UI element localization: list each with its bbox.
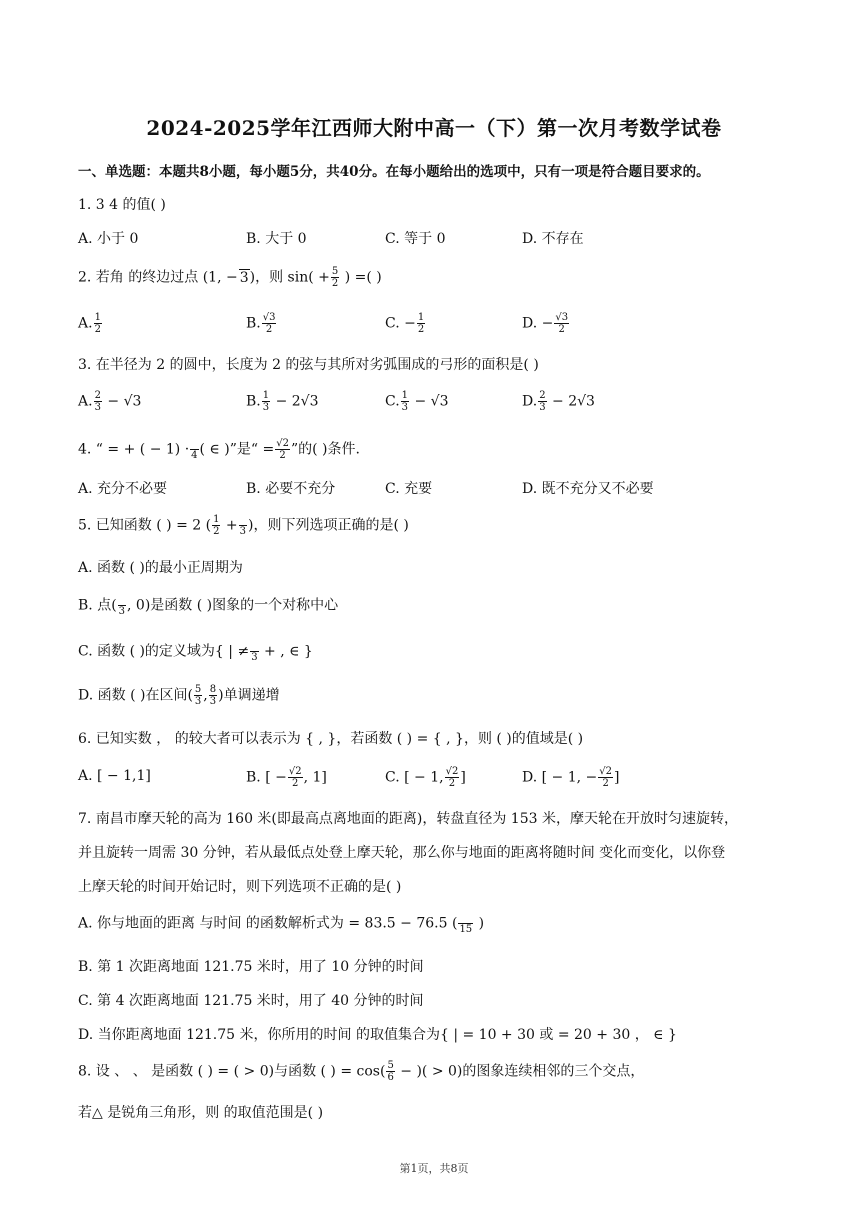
- page-footer: 第1页，共8页: [399, 1162, 469, 1175]
- q4-option-c: C. 充要: [385, 481, 433, 497]
- section-heading: 一、单选题：本题共8小题，每小题5分，共40分。在每小题给出的选项中，只有一项是符合题目要求的。: [78, 164, 710, 180]
- q7-option-b: B. 第 1 次距离地面 121.75 米时，用了 10 分钟的时间: [78, 959, 424, 975]
- q5-option-c: C. 函数 ( )的定义域为{ | ≠ 3 + , ∈ }: [78, 640, 313, 663]
- q1-stem: 1. 3 4 的值( ): [78, 197, 166, 213]
- q2-option-d: D. − $\frac{√3}{2}$: [522, 312, 569, 335]
- q2-stem: [78, 266, 382, 289]
- q2-option-c: C. − $\frac{1}{2}$: [385, 312, 425, 335]
- q3-option-a: A. $\frac{2}{3}$ − √3: [78, 390, 142, 413]
- q5-option-b: B. 点( 3 , 0)是函数 ( )图象的一个对称中心: [78, 594, 338, 617]
- q6-option-b: B. [ − $\frac{√2}{2}$ , 1]: [246, 766, 327, 789]
- q3-option-c: C. $\frac{1}{3}$ − √3: [385, 390, 449, 413]
- q2-stem-part-c: ) =( ): [340, 269, 382, 286]
- q6-stem: 6. 已知实数 ， 的较大者可以表示为 { , }，若函数 ( ) = { , }，则 ( )的值域是( ): [78, 731, 584, 747]
- q5-stem: 5. 已知函数 ( ) = 2 ( $\frac{1}{2}$ + 3 )，则下列选项正确的是( ): [78, 514, 409, 537]
- q4-option-d: D. 既不充分又不必要: [522, 481, 654, 497]
- q7-option-c: C. 第 4 次距离地面 121.75 米时，用了 40 分钟的时间: [78, 993, 424, 1009]
- q6-option-c: C. [ − 1, $\frac{√2}{2}$ ]: [385, 766, 466, 789]
- q2-stem-fraction: $\frac{5}{2}$: [331, 266, 339, 289]
- q4-option-b: B. 必要不充分: [246, 481, 336, 497]
- q8-stem-line-2: 若△ 是锐角三角形，则 的取值范围是( ): [78, 1105, 324, 1121]
- q3-option-d: D. $\frac{2}{3}$ − 2√3: [522, 390, 595, 413]
- q1-option-a: A. 小于 0: [78, 231, 139, 247]
- q1-option-d: D. 不存在: [522, 231, 584, 247]
- q7-option-d: D. 当你距离地面 121.75 米，你所用的时间 的取值集合为{ | = 10 + 30 或 = 20 + 30 ， ∈ }: [78, 1027, 677, 1043]
- q4-stem: 4. “ = + ( − 1) · 4 ( ∈ )”是“ = $\frac{√2}{2}$ ”的( )条件.: [78, 438, 360, 461]
- q6-option-a: A. [ − 1,1]: [78, 768, 151, 784]
- q7-stem-line-1: 7. 南昌市摩天轮的高为 160 米(即最高点离地面的距离)，转盘直径为 153 米，摩天轮在开放时匀速旋转，: [78, 811, 738, 827]
- q7-stem-line-2: 并且旋转一周需 30 分钟，若从最低点处登上摩天轮，那么你与地面的距离将随时间 变化而变化，以你登: [78, 845, 726, 861]
- q1-option-c: C. 等于 0: [385, 231, 446, 247]
- q1-option-b: B. 大于 0: [246, 231, 307, 247]
- q5-option-d: D. 函数 ( )在区间( $\frac{5}{3}$ , $\frac{8}{3}$ )单调递增: [78, 684, 280, 707]
- q2-stem-part-a: 2. 若角 的终边过点 (1, −: [78, 269, 238, 286]
- q7-option-a: A. 你与地面的距离 与时间 的函数解析式为 = 83.5 − 76.5 ( 15 ): [78, 912, 484, 935]
- q3-stem: 3. 在半径为 2 的圆中，长度为 2 的弦与其所对劣弧围成的弓形的面积是( ): [78, 357, 539, 373]
- q2-option-a: A. $\frac{1}{2}$: [78, 312, 101, 335]
- q5-option-a: A. 函数 ( )的最小正周期为: [78, 560, 243, 576]
- q7-stem-line-3: 上摩天轮的时间开始记时，则下列选项不正确的是( ): [78, 879, 402, 895]
- exam-title: 2024-2025学年江西师大附中高一（下）第一次月考数学试卷: [146, 116, 722, 140]
- q2-option-b: B. $\frac{√3}{2}$: [246, 312, 276, 335]
- q2-stem-part-b: )，则 sin( +: [249, 269, 330, 286]
- q2-stem-sqrt: 3: [239, 269, 249, 286]
- q4-option-a: A. 充分不必要: [78, 481, 168, 497]
- q6-option-d: D. [ − 1, − $\frac{√2}{2}$ ]: [522, 766, 620, 789]
- q8-stem-line-1: 8. 设 、 、 是函数 ( ) = ( > 0)与函数 ( ) = cos( $\frac{5}{6}$ − )( > 0)的图象连续相邻的三个交点，: [78, 1060, 645, 1083]
- q3-option-b: B. $\frac{1}{3}$ − 2√3: [246, 390, 319, 413]
